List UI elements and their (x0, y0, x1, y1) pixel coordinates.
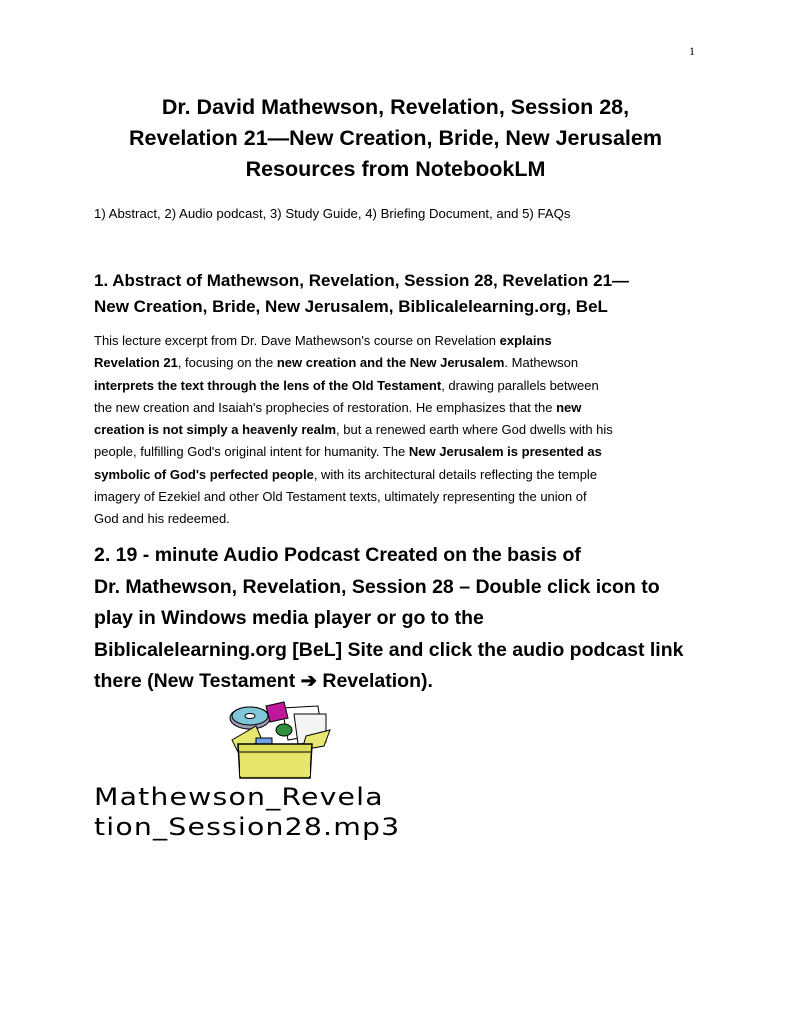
abstract-bold-text: New Jerusalem is presented as (408, 444, 602, 460)
abstract-line (94, 508, 714, 530)
abstract-text: the new creation and Isaiah's prophecies of restoration. He emphasizes that the (94, 399, 557, 415)
abstract-line (94, 330, 714, 352)
podcast-heading-line: 2. 19 - minute Audio Podcast Created on the basis of (94, 544, 581, 566)
abstract-text: , drawing parallels between (441, 377, 599, 393)
abstract-text: This lecture excerpt from Dr. Dave Mathewson's course on Revelation (94, 333, 500, 348)
title-line-3: Resources from NotebookLM (245, 157, 546, 181)
abstract-text: God and his redeemed. (94, 511, 230, 527)
abstract-bold-text: explains (499, 333, 552, 348)
abstract-text: , but a renewed earth where God dwells with his (336, 422, 613, 438)
podcast-heading-line: Biblicalelearning.org [BeL] Site and click the audio podcast link (94, 638, 684, 661)
abstract-line (94, 441, 714, 463)
podcast-heading-line: play in Windows media player or go to the (94, 607, 484, 629)
abstract-line (94, 464, 714, 486)
audio-filename[interactable] (94, 782, 566, 842)
package-box-icon[interactable] (222, 700, 334, 780)
abstract-text: . Mathewson (504, 355, 579, 371)
abstract-bold-text: Revelation 21 (94, 355, 178, 371)
abstract-bold-text: new creation and the New Jerusalem (276, 355, 505, 371)
page-number: 1 (689, 44, 695, 58)
abstract-line (94, 486, 714, 508)
abstract-text: people, fulfilling God's original intent for humanity. The (94, 444, 409, 460)
document-title (60, 92, 731, 185)
arrow-right-icon: ➔ (300, 670, 317, 692)
abstract-heading-line-1: 1. Abstract of Mathewson, Revelation, Session 28, Revelation 21— (94, 271, 630, 290)
abstract-heading-line-2: New Creation, Bride, New Jerusalem, Biblicalelearning.org, BeL (94, 297, 608, 316)
abstract-line (94, 419, 714, 441)
abstract-line (94, 397, 714, 419)
abstract-bold-text: symbolic of God's perfected people (94, 466, 314, 482)
audio-filename-line: Mathewson_Revela (94, 783, 384, 811)
abstract-text: imagery of Ezekiel and other Old Testament texts, ultimately representing the union of (94, 489, 587, 505)
podcast-heading-text: Revelation). (316, 670, 433, 692)
abstract-bold-text: new (556, 399, 582, 415)
abstract-line (94, 375, 714, 397)
title-line-1: Dr. David Mathewson, Revelation, Session 28, (161, 95, 630, 119)
podcast-heading-line: Dr. Mathewson, Revelation, Session 28 – Double click icon to (94, 575, 660, 598)
abstract-paragraph (94, 330, 714, 531)
audio-filename-line: tion_Session28.mp3 (94, 813, 401, 841)
podcast-heading-line (94, 666, 734, 698)
podcast-heading (94, 540, 734, 698)
podcast-heading-text: there (New Testament (94, 670, 301, 692)
abstract-heading (94, 268, 734, 320)
title-line-2: Revelation 21—New Creation, Bride, New Jerusalem (129, 126, 662, 150)
abstract-text: , focusing on the (177, 355, 277, 371)
abstract-bold-text: creation is not simply a heavenly realm (94, 422, 337, 438)
audio-file-attachment[interactable] (94, 700, 494, 850)
resources-list: 1) Abstract, 2) Audio podcast, 3) Study Guide, 4) Briefing Document, and 5) FAQs (94, 206, 571, 221)
abstract-bold-text: interprets the text through the lens of the Old Testament (94, 377, 442, 393)
abstract-text: , with its architectural details reflecting the temple (313, 466, 598, 482)
abstract-line (94, 352, 714, 374)
